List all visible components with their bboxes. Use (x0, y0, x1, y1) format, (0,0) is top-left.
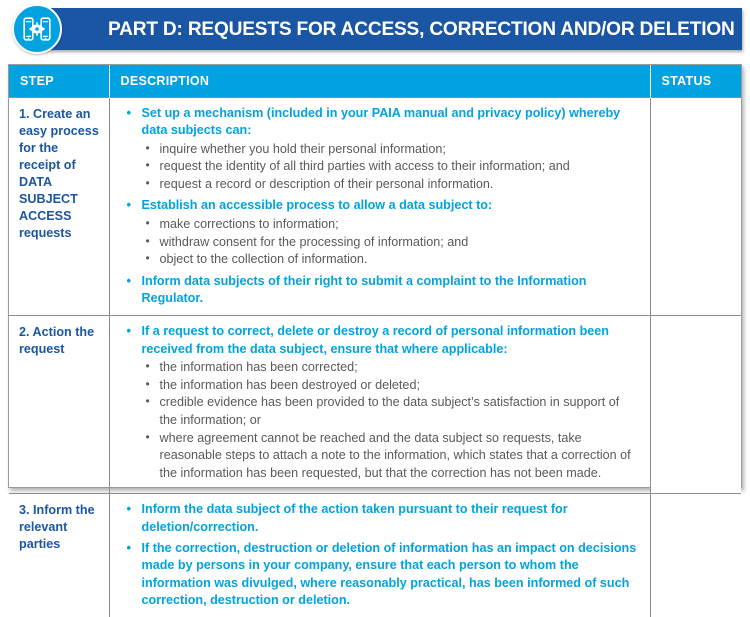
bullet-lead-text: • If a request to correct, delete or destroy a record of personal information been received from the data subject, ensure that where applicable: (142, 323, 640, 358)
list-item: • the information has been destroyed or deleted; (142, 377, 640, 395)
status-cell[interactable] (650, 316, 741, 494)
list-item: • withdraw consent for the processing of information; and (142, 234, 640, 252)
list-item: • make corrections to information; (142, 216, 640, 234)
list-item: • object to the collection of information. (142, 251, 640, 269)
bullet-lead-text: • Inform the data subject of the action taken pursuant to their request for deletion/correction. (142, 501, 640, 536)
bullet-lead-text: • If the correction, destruction or deletion of information has an impact on decisions made by persons in your company, ensure that each person to whom the information was divulged, where reasonably practical, has been informed of such correction, destruction or deletion. (142, 540, 640, 610)
bullet-lead-text: • Inform data subjects of their right to submit a complaint to the Information Regulator. (142, 273, 640, 308)
status-cell[interactable] (650, 494, 741, 617)
step-cell: 1. Create an easy process for the receipt of DATA SUBJECT ACCESS requests (9, 97, 109, 316)
table-row (9, 494, 741, 617)
column-header-status: STATUS (650, 65, 741, 97)
banner (8, 4, 742, 54)
banner-title: PART D: REQUESTS FOR ACCESS, CORRECTION AND/OR DELETION (108, 18, 735, 40)
list-item: • where agreement cannot be reached and the data subject so requests, take reasonable steps to attach a note to the information, which states that a correction of the information has been requested, but that the correction has not been made. (142, 430, 640, 483)
list-item (120, 105, 640, 194)
list-item (120, 540, 640, 610)
table-row (9, 97, 741, 316)
bullet-lead-text: • Set up a mechanism (included in your PAIA manual and privacy policy) whereby data subjects can: (142, 105, 640, 140)
step-cell: 3. Inform the relevant parties (9, 494, 109, 617)
list-item (120, 323, 640, 482)
list-item: • the information has been corrected; (142, 359, 640, 377)
list-item (120, 273, 640, 308)
bullet-lead-text: • Establish an accessible process to allow a data subject to: (142, 197, 640, 215)
step-cell: 2. Action the request (9, 316, 109, 494)
description-cell (109, 316, 650, 494)
table-header-row (9, 65, 741, 97)
table-row (9, 316, 741, 494)
list-item: • request a record or description of their personal information. (142, 176, 640, 194)
description-cell (109, 494, 650, 617)
banner-bar (30, 8, 742, 50)
list-item (120, 501, 640, 536)
list-item (120, 197, 640, 268)
list-item: • inquire whether you hold their personal information; (142, 141, 640, 159)
list-item: • request the identity of all third parties with access to their information; and (142, 158, 640, 176)
list-item: • credible evidence has been provided to the data subject’s satisfaction in support of the information; or (142, 394, 640, 429)
checklist-table (8, 64, 742, 608)
status-cell[interactable] (650, 97, 741, 316)
two-phones-gear-icon (12, 4, 62, 54)
column-header-description: DESCRIPTION (109, 65, 650, 97)
column-header-step: STEP (9, 65, 109, 97)
description-cell (109, 97, 650, 316)
